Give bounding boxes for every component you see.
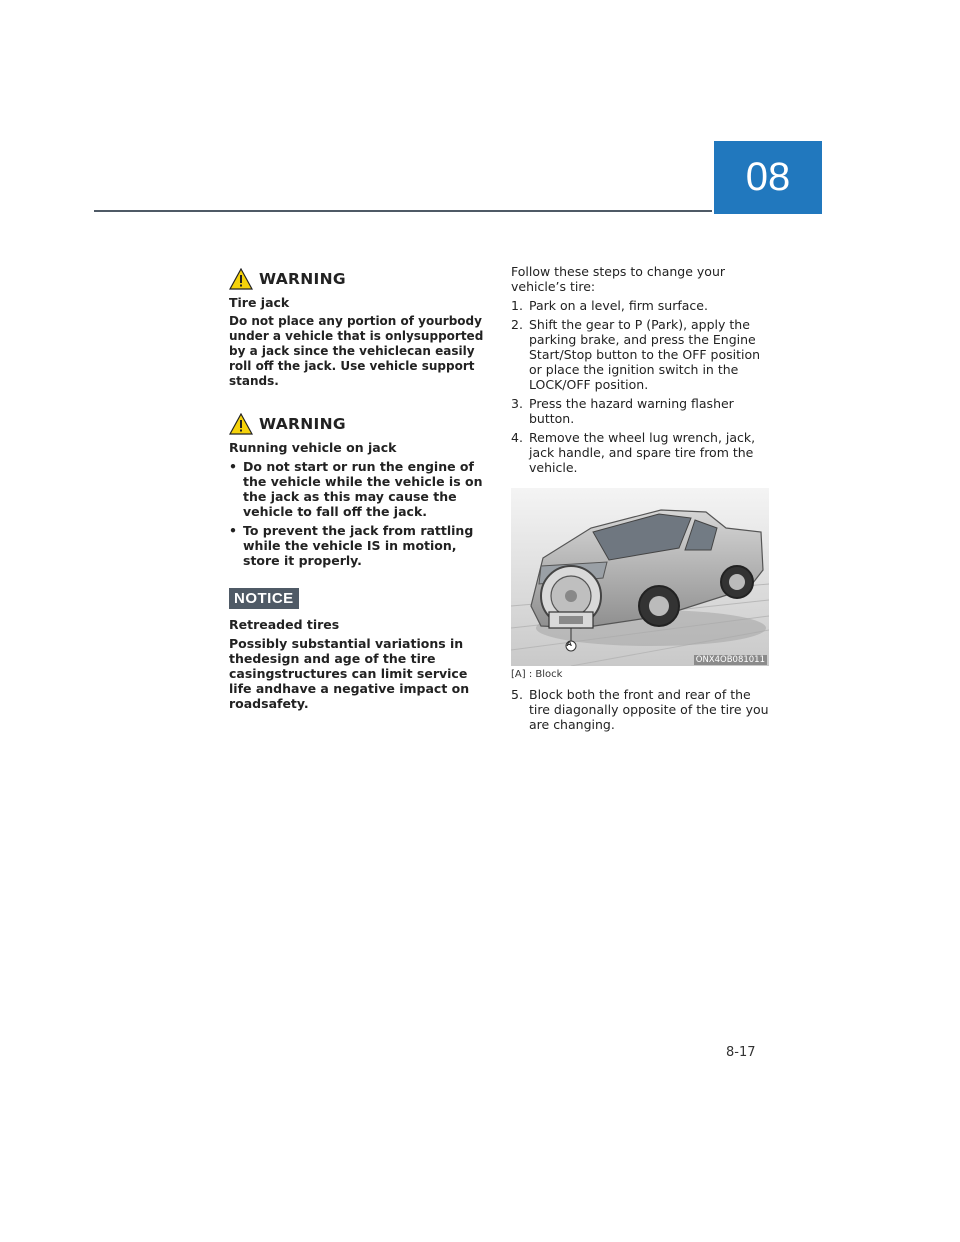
warning-triangle-icon [229,268,253,290]
warning-block-tire-jack [229,266,489,389]
warning-text: Do not place any portion of yourbody under a vehicle that is onlysupported by a jack since the vehiclecan easily roll off the jack. Use vehicle support stands. [229,314,484,388]
steps-list-continued [511,687,771,732]
warning-bullet-list [229,459,489,568]
step-text: Remove the wheel lug wrench, jack, jack handle, and spare tire from the vehicle. [529,430,756,475]
warning-title: WARNING [259,270,346,288]
notice-subtitle: Retreaded tires [229,617,340,632]
vehicle-block-figure [511,488,769,666]
warning-block-running-vehicle [229,411,489,568]
bullet-item: • To prevent the jack from rattling while the vehicle IS in motion, store it properly. [229,523,489,568]
left-column [229,266,489,711]
chapter-tab: 08 [714,141,822,214]
figure-caption: [A] : Block [511,669,563,680]
warning-header [229,266,489,292]
step-text: Shift the gear to P (Park), apply the parking brake, and press the Engine Start/Stop button to the OFF position or place the ignition switch in the LOCK/OFF position. [529,317,761,392]
step-number: 3. [511,396,523,411]
warning-subtitle: Tire jack [229,295,290,310]
step-item [511,687,771,732]
right-column [511,264,771,732]
step-item [511,430,771,475]
step-item [511,396,771,426]
page-number: 8-17 [726,1045,756,1060]
warning-title: WARNING [259,415,346,433]
step-number: 5. [511,687,523,702]
step-text: Park on a level, firm surface. [529,298,708,313]
notice-block [229,588,489,711]
notice-badge: NOTICE [229,588,299,609]
figure-marker-label: A [566,639,572,648]
warning-header [229,411,489,437]
steps-list [511,298,771,475]
step-item [511,298,771,313]
step-item [511,317,771,392]
header-rule [94,210,712,212]
warning-triangle-icon [229,413,253,435]
step-number: 1. [511,298,523,313]
intro-text: Follow these steps to change your vehicle’s tire: [511,264,726,294]
notice-text: Possibly substantial variations in thedesign and age of the tire casingstructures can limit service life andhave a negative impact on roadsafety. [229,636,470,711]
step-text: Block both the front and rear of the tire diagonally opposite of the tire you are changing. [529,687,769,732]
step-text: Press the hazard warning flasher button. [529,396,734,426]
step-number: 2. [511,317,523,332]
figure-code: ONX4OB081011 [695,655,765,665]
pickup-truck-illustration [511,488,769,666]
warning-subtitle: Running vehicle on jack [229,440,397,455]
step-number: 4. [511,430,523,445]
bullet-item: • Do not start or run the engine of the vehicle while the vehicle is on the jack as this may cause the vehicle to fall off the jack. [229,459,489,519]
